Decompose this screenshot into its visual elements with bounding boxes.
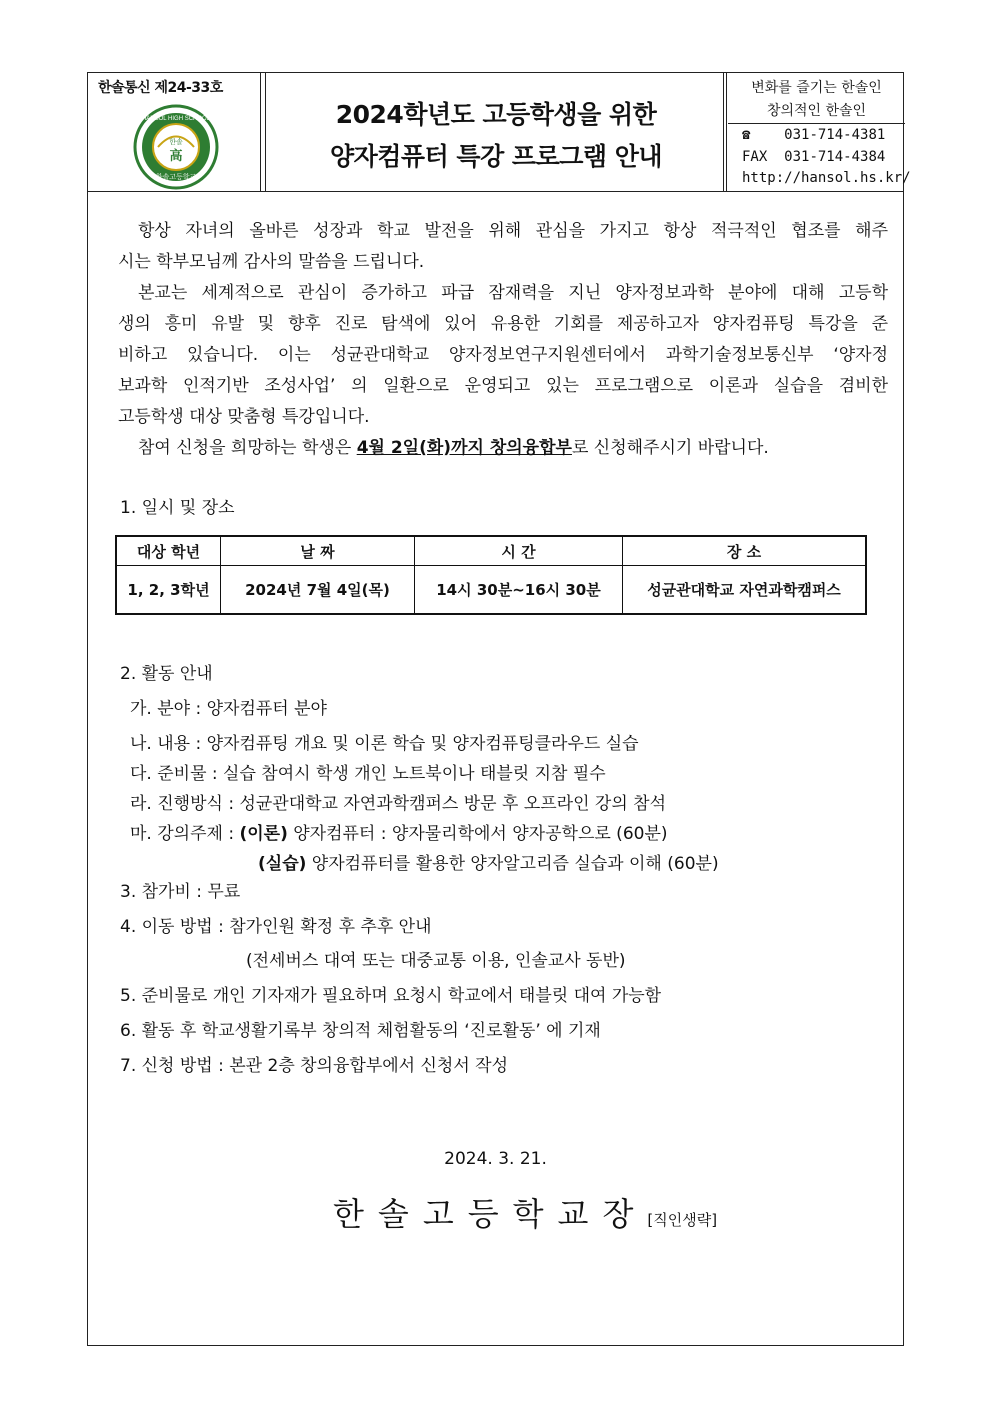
activity-item: 라. 진행방식 : 성균관대학교 자연과학캠퍼스 방문 후 오프라인 강의 참석 bbox=[130, 794, 667, 814]
schedule-table bbox=[115, 535, 867, 615]
letterhead bbox=[88, 73, 911, 192]
title-line-2: 양자컴퓨터 특강 프로그램 안내 bbox=[329, 142, 663, 171]
section-5: 5. 준비물로 개인 기자재가 필요하며 요청시 학교에서 태블릿 대여 가능함 bbox=[120, 986, 662, 1006]
school-logo-icon bbox=[133, 104, 219, 190]
logo-center-char: 高 bbox=[169, 149, 183, 164]
letterhead-right bbox=[728, 73, 911, 191]
section-1-heading: 1. 일시 및 장소 bbox=[120, 498, 235, 518]
phone-number: 031-714-4381 bbox=[784, 127, 886, 143]
document-frame bbox=[87, 72, 911, 1346]
phone-icon: ☎ bbox=[742, 127, 751, 143]
letterhead-left bbox=[88, 73, 266, 191]
col-date: 날 짜 bbox=[221, 536, 415, 566]
activity-item: 가. 분야 : 양자컴퓨터 분야 bbox=[130, 699, 327, 719]
section-4-sub: (전세버스 대여 또는 대중교통 이용, 인솔교사 동반) bbox=[246, 951, 626, 971]
col-place: 장 소 bbox=[623, 536, 867, 566]
intro-p2-l5: 고등학생 대상 맞춤형 특강입니다. bbox=[118, 407, 370, 427]
logo-top-text: HANSOL HIGH SCHOOL bbox=[141, 116, 211, 122]
intro-p2-l4: 보과학 인적기반 조성사업’ 의 일환으로 운영되고 있는 프로그램으로 이론과 실습을 겸비한 bbox=[118, 376, 888, 396]
col-time: 시 간 bbox=[415, 536, 623, 566]
section-4: 4. 이동 방법 : 참가인원 확정 후 추후 안내 bbox=[120, 917, 432, 937]
fax-label: FAX bbox=[742, 149, 768, 165]
deadline-emphasis: 4월 2일(화)까지 창의융합부 bbox=[356, 438, 572, 458]
title-line-1: 2024학년도 고등학생을 위한 bbox=[335, 100, 657, 129]
intro-p1-l2: 시는 학부모님께 감사의 말씀을 드립니다. bbox=[118, 252, 425, 272]
col-grade: 대상 학년 bbox=[116, 536, 221, 566]
homepage-url: http://hansol.hs.kr/ bbox=[742, 170, 911, 186]
lecture-topic-1: 마. 강의주제 : (이론) 양자컴퓨터 : 양자물리학에서 양자공학으로 (60분) bbox=[130, 824, 668, 844]
cell-grade: 1, 2, 3학년 bbox=[116, 566, 221, 615]
letterhead-title bbox=[266, 73, 727, 191]
cell-place: 성균관대학교 자연과학캠퍼스 bbox=[623, 566, 867, 615]
intro-p1-l1: 항상 자녀의 올바른 성장과 학교 발전을 위해 관심을 가지고 항상 적극적인 협조를 해주 bbox=[138, 221, 888, 241]
section-6: 6. 활동 후 학교생활기록부 창의적 체험활동의 ‘진로활동’ 에 기재 bbox=[120, 1021, 601, 1041]
logo-bottom-text: 한솔고등학교 bbox=[155, 173, 197, 181]
logo-center-top: 한솔 bbox=[169, 138, 183, 146]
intro-p2-l1: 본교는 세계적으로 관심이 증가하고 파급 잠재력을 지닌 양자정보과학 분야에 대해 고등학 bbox=[138, 283, 888, 303]
intro-p3: 참여 신청을 희망하는 학생은 4월 2일(화)까지 창의융합부로 신청해주시기 바랍니다. bbox=[138, 438, 769, 458]
principal-signature bbox=[333, 1189, 717, 1235]
seal-omitted-note: [직인생략] bbox=[647, 1211, 718, 1229]
cell-time: 14시 30분~16시 30분 bbox=[415, 566, 623, 615]
notice-number: 한솔통신 제24-33호 bbox=[98, 80, 223, 96]
motto-line-2: 창의적인 한솔인 bbox=[766, 103, 867, 119]
issue-date: 2024. 3. 21. bbox=[444, 1149, 547, 1169]
intro-p2-l2: 생의 흥미 유발 및 향후 진로 탐색에 있어 유용한 기회를 제공하고자 양자컴퓨팅 특강을 준 bbox=[118, 314, 888, 334]
principal-name: 한솔고등학교장 bbox=[333, 1195, 648, 1233]
fax-line bbox=[742, 149, 885, 165]
phone-line bbox=[742, 127, 885, 143]
activity-item: 다. 준비물 : 실습 참여시 학생 개인 노트북이나 태블릿 지참 필수 bbox=[130, 764, 606, 784]
motto-line-1: 변화를 즐기는 한솔인 bbox=[751, 80, 882, 96]
table-row bbox=[116, 566, 866, 615]
table-header-row bbox=[116, 536, 866, 566]
section-3: 3. 참가비 : 무료 bbox=[120, 882, 241, 902]
activity-item: 나. 내용 : 양자컴퓨팅 개요 및 이론 학습 및 양자컴퓨팅클라우드 실습 bbox=[130, 734, 639, 754]
fax-number: 031-714-4384 bbox=[784, 149, 886, 165]
cell-date: 2024년 7월 4일(목) bbox=[221, 566, 415, 615]
lecture-topic-2: (실습) 양자컴퓨터를 활용한 양자알고리즘 실습과 이해 (60분) bbox=[258, 854, 719, 874]
intro-p2-l3: 비하고 있습니다. 이는 성균관대학교 양자정보연구지원센터에서 과학기술정보통신부 ‘양자정 bbox=[118, 345, 888, 365]
section-7: 7. 신청 방법 : 본관 2층 창의융합부에서 신청서 작성 bbox=[120, 1056, 509, 1076]
section-2-heading: 2. 활동 안내 bbox=[120, 664, 213, 684]
